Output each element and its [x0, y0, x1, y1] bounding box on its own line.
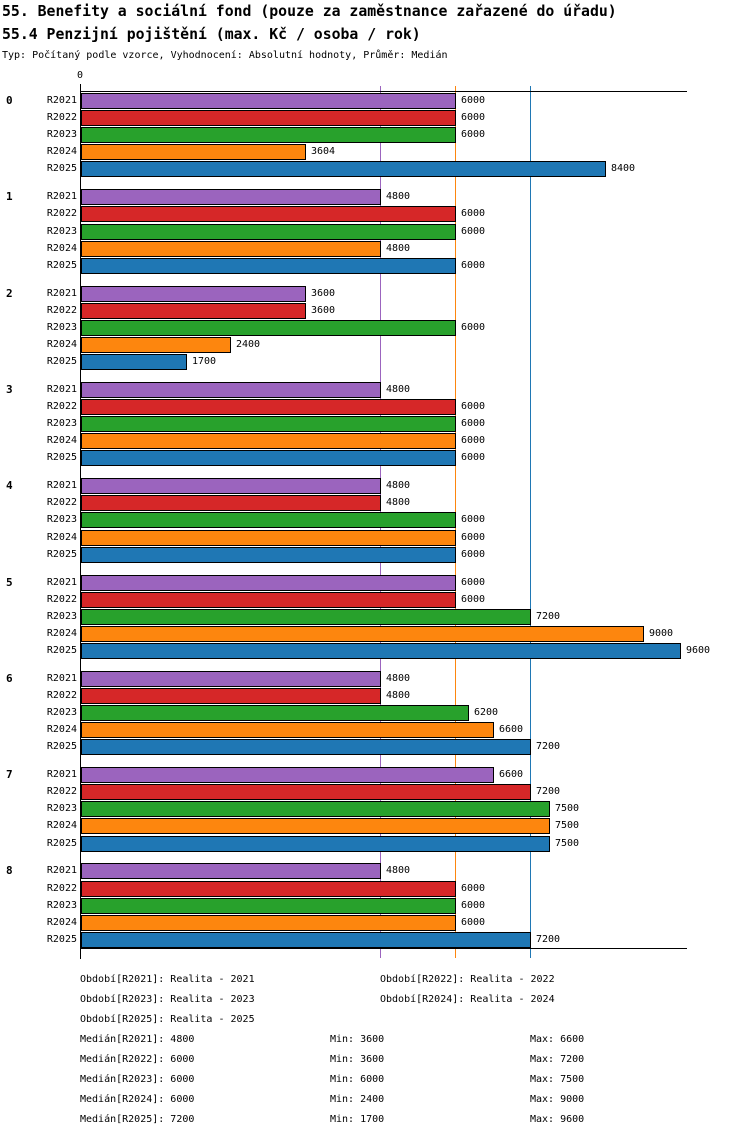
bar-value-R2021-g0: 6000 [461, 95, 486, 106]
bar-R2025-g2 [81, 354, 187, 370]
group-label-7: 7 [6, 768, 13, 781]
bar-R2025-g3 [81, 450, 456, 466]
bar-value-R2021-g4: 4800 [386, 480, 411, 491]
chart-meta-info: Typ: Počítaný podle vzorce, Vyhodnocení: Absolutní hodnoty, Průměr: Medián [2, 50, 448, 61]
legend-max-R2022: Max: 7200 [530, 1054, 585, 1065]
row-label-R2025-g0: R2025 [46, 163, 77, 174]
bar-R2022-g6 [81, 688, 381, 704]
row-label-R2021-g6: R2021 [46, 673, 77, 684]
top-axis-line [80, 91, 687, 92]
bar-R2021-g0 [81, 93, 456, 109]
bar-value-R2023-g7: 7500 [555, 803, 580, 814]
bar-R2023-g4 [81, 512, 456, 528]
bar-R2022-g7 [81, 784, 531, 800]
bar-value-R2025-g5: 9600 [686, 645, 711, 656]
group-label-8: 8 [6, 864, 13, 877]
bar-value-R2021-g2: 3600 [311, 288, 336, 299]
x-axis-origin-tick-label: 0 [76, 70, 84, 81]
row-label-R2025-g6: R2025 [46, 741, 77, 752]
bar-R2024-g4 [81, 530, 456, 546]
bar-R2021-g3 [81, 382, 381, 398]
bar-value-R2025-g7: 7500 [555, 838, 580, 849]
bar-value-R2021-g5: 6000 [461, 577, 486, 588]
bar-value-R2022-g0: 6000 [461, 112, 486, 123]
bar-value-R2023-g2: 6000 [461, 322, 486, 333]
group-label-5: 5 [6, 576, 13, 589]
bar-R2021-g6 [81, 671, 381, 687]
row-label-R2024-g0: R2024 [46, 146, 77, 157]
bar-value-R2021-g3: 4800 [386, 384, 411, 395]
row-label-R2021-g8: R2021 [46, 865, 77, 876]
row-label-R2023-g8: R2023 [46, 900, 77, 911]
bar-value-R2022-g6: 4800 [386, 690, 411, 701]
group-label-4: 4 [6, 479, 13, 492]
row-label-R2023-g3: R2023 [46, 418, 77, 429]
legend-period-R2024: Období[R2024]: Realita - 2024 [380, 994, 555, 1005]
row-label-R2024-g7: R2024 [46, 820, 77, 831]
legend-min-R2024: Min: 2400 [330, 1094, 385, 1105]
bar-value-R2024-g6: 6600 [499, 724, 524, 735]
group-label-1: 1 [6, 190, 13, 203]
legend-period-R2022: Období[R2022]: Realita - 2022 [380, 974, 555, 985]
row-label-R2021-g0: R2021 [46, 95, 77, 106]
bar-value-R2024-g0: 3604 [311, 146, 336, 157]
page-subtitle: 55.4 Penzijní pojištění (max. Kč / osoba / rok) [2, 26, 421, 43]
bar-value-R2025-g1: 6000 [461, 260, 486, 271]
row-label-R2025-g7: R2025 [46, 838, 77, 849]
bar-value-R2025-g6: 7200 [536, 741, 561, 752]
bar-R2023-g6 [81, 705, 469, 721]
bar-R2025-g5 [81, 643, 681, 659]
bar-value-R2022-g5: 6000 [461, 594, 486, 605]
row-label-R2023-g0: R2023 [46, 129, 77, 140]
bar-value-R2021-g1: 4800 [386, 191, 411, 202]
bar-value-R2024-g4: 6000 [461, 532, 486, 543]
legend-min-R2021: Min: 3600 [330, 1034, 385, 1045]
row-label-R2024-g3: R2024 [46, 435, 77, 446]
legend-median-R2021: Medián[R2021]: 4800 [80, 1034, 195, 1045]
bar-R2021-g5 [81, 575, 456, 591]
legend-median-R2022: Medián[R2022]: 6000 [80, 1054, 195, 1065]
bar-value-R2025-g4: 6000 [461, 549, 486, 560]
bar-value-R2021-g7: 6600 [499, 769, 524, 780]
bar-value-R2021-g6: 4800 [386, 673, 411, 684]
row-label-R2023-g5: R2023 [46, 611, 77, 622]
bar-R2022-g1 [81, 206, 456, 222]
bar-value-R2022-g3: 6000 [461, 401, 486, 412]
row-label-R2024-g8: R2024 [46, 917, 77, 928]
bar-value-R2022-g7: 7200 [536, 786, 561, 797]
bar-R2024-g5 [81, 626, 644, 642]
bar-R2025-g6 [81, 739, 531, 755]
bar-R2022-g8 [81, 881, 456, 897]
bar-R2024-g1 [81, 241, 381, 257]
legend-period-R2023: Období[R2023]: Realita - 2023 [80, 994, 255, 1005]
legend-max-R2021: Max: 6600 [530, 1034, 585, 1045]
group-label-6: 6 [6, 672, 13, 685]
bar-value-R2023-g0: 6000 [461, 129, 486, 140]
bar-R2023-g8 [81, 898, 456, 914]
group-label-3: 3 [6, 383, 13, 396]
bar-R2023-g7 [81, 801, 550, 817]
legend-min-R2022: Min: 3600 [330, 1054, 385, 1065]
bar-R2022-g5 [81, 592, 456, 608]
bar-value-R2022-g8: 6000 [461, 883, 486, 894]
bar-value-R2024-g2: 2400 [236, 339, 261, 350]
bar-value-R2022-g2: 3600 [311, 305, 336, 316]
bar-R2023-g2 [81, 320, 456, 336]
bar-R2025-g8 [81, 932, 531, 948]
legend-period-R2021: Období[R2021]: Realita - 2021 [80, 974, 255, 985]
bar-value-R2025-g8: 7200 [536, 934, 561, 945]
row-label-R2024-g5: R2024 [46, 628, 77, 639]
bar-R2021-g4 [81, 478, 381, 494]
bar-R2023-g5 [81, 609, 531, 625]
row-label-R2021-g7: R2021 [46, 769, 77, 780]
bar-R2022-g3 [81, 399, 456, 415]
row-label-R2023-g1: R2023 [46, 226, 77, 237]
legend-max-R2023: Max: 7500 [530, 1074, 585, 1085]
row-label-R2021-g4: R2021 [46, 480, 77, 491]
bar-value-R2021-g8: 4800 [386, 865, 411, 876]
bar-R2024-g2 [81, 337, 231, 353]
row-label-R2022-g3: R2022 [46, 401, 77, 412]
bar-value-R2024-g1: 4800 [386, 243, 411, 254]
bar-value-R2023-g4: 6000 [461, 514, 486, 525]
legend-period-R2025: Období[R2025]: Realita - 2025 [80, 1014, 255, 1025]
row-label-R2025-g3: R2025 [46, 452, 77, 463]
row-label-R2025-g2: R2025 [46, 356, 77, 367]
row-label-R2022-g0: R2022 [46, 112, 77, 123]
bar-R2021-g1 [81, 189, 381, 205]
group-label-2: 2 [6, 287, 13, 300]
legend-median-R2025: Medián[R2025]: 7200 [80, 1114, 195, 1125]
row-label-R2025-g5: R2025 [46, 645, 77, 656]
bar-R2021-g7 [81, 767, 494, 783]
bar-value-R2024-g7: 7500 [555, 820, 580, 831]
bottom-axis-line [80, 948, 687, 949]
bar-value-R2023-g5: 7200 [536, 611, 561, 622]
bar-R2024-g6 [81, 722, 494, 738]
bar-R2021-g2 [81, 286, 306, 302]
row-label-R2021-g3: R2021 [46, 384, 77, 395]
row-label-R2023-g4: R2023 [46, 514, 77, 525]
row-label-R2025-g1: R2025 [46, 260, 77, 271]
bar-R2024-g0 [81, 144, 306, 160]
row-label-R2022-g2: R2022 [46, 305, 77, 316]
row-label-R2025-g4: R2025 [46, 549, 77, 560]
row-label-R2022-g7: R2022 [46, 786, 77, 797]
bar-value-R2022-g4: 4800 [386, 497, 411, 508]
legend-median-R2024: Medián[R2024]: 6000 [80, 1094, 195, 1105]
row-label-R2022-g8: R2022 [46, 883, 77, 894]
row-label-R2021-g5: R2021 [46, 577, 77, 588]
bar-value-R2022-g1: 6000 [461, 208, 486, 219]
legend-min-R2023: Min: 6000 [330, 1074, 385, 1085]
bar-value-R2025-g0: 8400 [611, 163, 636, 174]
bar-value-R2024-g8: 6000 [461, 917, 486, 928]
bar-R2022-g0 [81, 110, 456, 126]
bar-R2023-g1 [81, 224, 456, 240]
bar-R2024-g7 [81, 818, 550, 834]
row-label-R2022-g1: R2022 [46, 208, 77, 219]
row-label-R2024-g1: R2024 [46, 243, 77, 254]
bar-R2025-g0 [81, 161, 606, 177]
row-label-R2022-g5: R2022 [46, 594, 77, 605]
row-label-R2021-g1: R2021 [46, 191, 77, 202]
bar-value-R2024-g5: 9000 [649, 628, 674, 639]
bar-value-R2023-g6: 6200 [474, 707, 499, 718]
bar-value-R2023-g8: 6000 [461, 900, 486, 911]
legend-max-R2024: Max: 9000 [530, 1094, 585, 1105]
row-label-R2023-g6: R2023 [46, 707, 77, 718]
legend-min-R2025: Min: 1700 [330, 1114, 385, 1125]
row-label-R2022-g4: R2022 [46, 497, 77, 508]
bar-value-R2023-g3: 6000 [461, 418, 486, 429]
row-label-R2024-g2: R2024 [46, 339, 77, 350]
bar-R2024-g3 [81, 433, 456, 449]
bar-R2022-g2 [81, 303, 306, 319]
bar-R2023-g3 [81, 416, 456, 432]
group-label-0: 0 [6, 94, 13, 107]
bar-R2022-g4 [81, 495, 381, 511]
row-label-R2023-g2: R2023 [46, 322, 77, 333]
bar-R2025-g1 [81, 258, 456, 274]
row-label-R2022-g6: R2022 [46, 690, 77, 701]
bar-R2023-g0 [81, 127, 456, 143]
row-label-R2021-g2: R2021 [46, 288, 77, 299]
page-title: 55. Benefity a sociální fond (pouze za zaměstnance zařazené do úřadu) [2, 3, 617, 20]
bar-value-R2025-g2: 1700 [192, 356, 217, 367]
bar-value-R2024-g3: 6000 [461, 435, 486, 446]
legend-max-R2025: Max: 9600 [530, 1114, 585, 1125]
row-label-R2023-g7: R2023 [46, 803, 77, 814]
bar-value-R2023-g1: 6000 [461, 226, 486, 237]
bar-R2024-g8 [81, 915, 456, 931]
row-label-R2024-g4: R2024 [46, 532, 77, 543]
bar-R2025-g4 [81, 547, 456, 563]
row-label-R2024-g6: R2024 [46, 724, 77, 735]
bar-value-R2025-g3: 6000 [461, 452, 486, 463]
row-label-R2025-g8: R2025 [46, 934, 77, 945]
bar-R2021-g8 [81, 863, 381, 879]
bar-R2025-g7 [81, 836, 550, 852]
legend-median-R2023: Medián[R2023]: 6000 [80, 1074, 195, 1085]
